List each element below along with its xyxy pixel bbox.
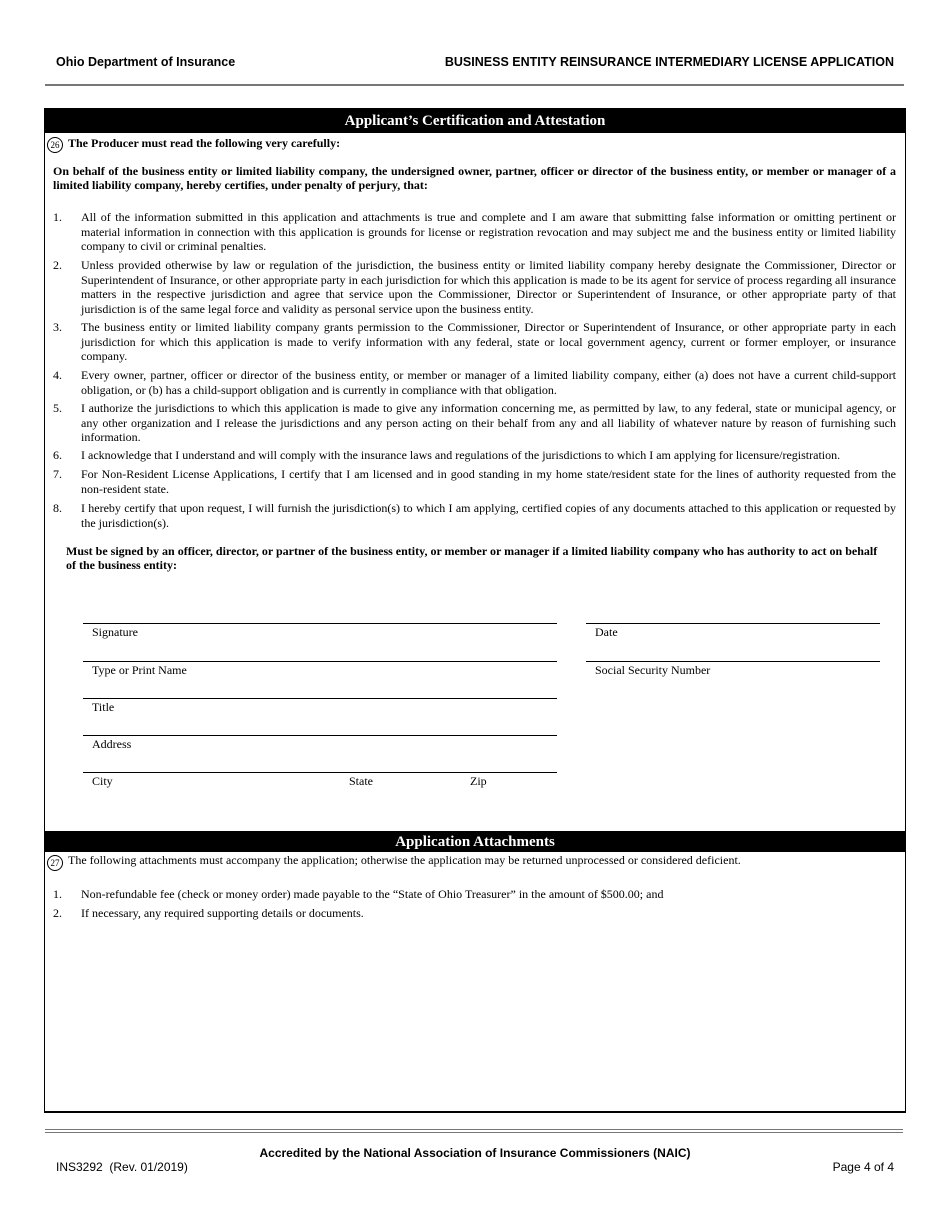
signature-line[interactable] (83, 623, 557, 624)
state-label: State (349, 774, 373, 788)
section-number-26: 26 (47, 137, 63, 153)
certification-section-title: Applicant’s Certification and Attestation (45, 109, 905, 133)
header-form-title: BUSINESS ENTITY REINSURANCE INTERMEDIARY LICENSE APPLICATION (444, 55, 894, 69)
item-number: 2. (53, 258, 62, 272)
city-state-zip-line[interactable] (83, 772, 557, 773)
item-text: I authorize the jurisdictions to which this application is made to give any information concerning me, as permitted by law, to any federal, state or municipal agency, or any other organization and I release the jurisdictions and any person acting on their behalf from any and all liability of whatever nature by reason of furnishing such information. (81, 401, 896, 444)
footer-accreditation: Accredited by the National Association of Insurance Commissioners (NAIC) (259, 1146, 691, 1160)
item-number: 4. (53, 368, 62, 382)
city-label: City (92, 774, 113, 788)
zip-label: Zip (470, 774, 487, 788)
item-text: For Non-Resident License Applications, I certify that I am licensed and in good standing in my home state/resident state for the lines of authority requested from the non-resident state. (81, 467, 896, 496)
item-number: 7. (53, 467, 62, 481)
print-name-line[interactable] (83, 661, 557, 662)
item-number: 5. (53, 401, 62, 415)
address-line[interactable] (83, 735, 557, 736)
attachments-intro: The following attachments must accompany the application; otherwise the application may be returned unprocessed or considered deficient. (68, 853, 741, 867)
attachments-section-title: Application Attachments (45, 831, 905, 852)
section-number-27: 27 (47, 855, 63, 871)
item-number: 2. (53, 906, 62, 920)
item-number: 8. (53, 501, 62, 515)
address-label: Address (92, 737, 132, 751)
certification-intro: On behalf of the business entity or limited liability company, the undersigned owner, partner, officer or director of the business entity, or member or manager of a limited liability company, hereby certifies, under penalty of perjury, that: (53, 164, 896, 192)
signature-label: Signature (92, 625, 138, 639)
print-name-label: Type or Print Name (92, 663, 187, 677)
date-line[interactable] (586, 623, 880, 624)
footer-form-id: INS3292 (Rev. 01/2019) (56, 1160, 188, 1174)
item-number: 3. (53, 320, 62, 334)
footer-divider (45, 1129, 903, 1130)
title-line[interactable] (83, 698, 557, 699)
certification-instruction: The Producer must read the following very carefully: (68, 136, 341, 150)
header-department: Ohio Department of Insurance (56, 55, 236, 69)
footer-divider-secondary (45, 1132, 903, 1133)
item-text: Every owner, partner, officer or director of the business entity, or member or manager of a limited liability company, either (a) does not have a current child-support obligation, or (b) has a child-support obligation and is currently in compliance with that obligation. (81, 368, 896, 397)
signature-note: Must be signed by an officer, director, or partner of the business entity, or member or manager if a limited liability company who has authority to act on behalf of the business entity: (66, 544, 878, 572)
item-text: I acknowledge that I understand and will comply with the insurance laws and regulations of the jurisdictions to which I am applying for licensure/registration. (81, 448, 841, 462)
footer-page-number: Page 4 of 4 (832, 1160, 894, 1174)
item-text: If necessary, any required supporting details or documents. (81, 906, 364, 920)
item-number: 6. (53, 448, 62, 462)
title-label: Title (92, 700, 115, 714)
ssn-line[interactable] (586, 661, 880, 662)
item-text: All of the information submitted in this application and attachments is true and complete and I am aware that submitting false information or omitting pertinent or material information in connection with this application is grounds for license or registration revocation and may subject me and the business entity or limited liability company to civil or criminal penalties. (81, 210, 896, 253)
item-number: 1. (53, 210, 62, 224)
date-label: Date (595, 625, 618, 639)
item-number: 1. (53, 887, 62, 901)
item-text: I hereby certify that upon request, I will furnish the jurisdiction(s) to which I am applying, certified copies of any documents attached to this application or requested by the jurisdiction(s). (81, 501, 896, 530)
ssn-label: Social Security Number (595, 663, 711, 677)
item-text: Unless provided otherwise by law or regulation of the jurisdiction, the business entity or limited liability company hereby designate the Commissioner, Director or Superintendent of Insurance, or other appropriate party in each jurisdiction for which this application is made to be its agent for service of process regarding all insurance matters in the respective jurisdiction and agree that service upon the Commissioner, Director or Superintendent of Insurance, or other appropriate party of that jurisdiction is of the same legal force and validity as personal service upon the business entity. (81, 258, 896, 316)
item-text: The business entity or limited liability company grants permission to the Commissioner, Director or Superintendent of Insurance, or other appropriate party in each jurisdiction for which this application is made to verify information with any federal, state or local government agency, current or former employer, or insurance company. (81, 320, 896, 363)
header-divider (45, 84, 904, 86)
item-text: Non-refundable fee (check or money order) made payable to the “State of Ohio Treasurer” in the amount of $500.00; and (81, 887, 664, 901)
